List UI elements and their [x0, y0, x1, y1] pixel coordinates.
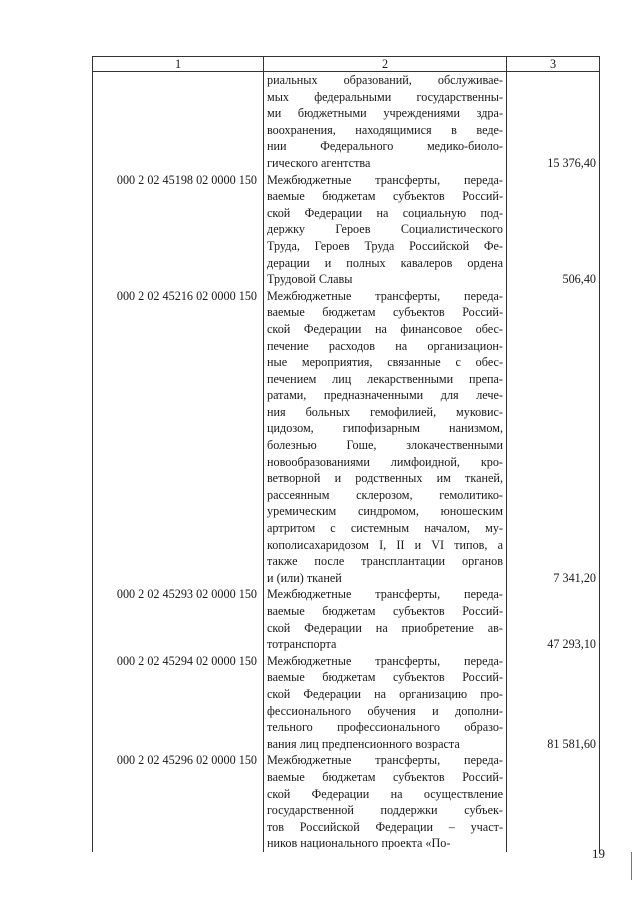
table-row — [93, 752, 600, 852]
sum-cell — [507, 172, 600, 288]
code-cell: 000 2 02 45216 02 0000 150 — [93, 288, 264, 587]
table-header-row — [93, 57, 600, 72]
sum-cell — [507, 653, 600, 753]
description-line: ные мероприятия, связанные с обес- — [267, 355, 503, 370]
description-line: кополисахаридозом I, II и VI типов, а — [267, 537, 503, 552]
description-line: фессионального обучения и дополни- — [267, 703, 503, 718]
description-line: цидозом, гипофизарным нанизмом, — [267, 421, 503, 436]
description-line: дерации и полных кавалеров ордена — [267, 255, 503, 270]
description-cell — [264, 752, 507, 852]
sum-value: 15 376,40 — [547, 155, 596, 170]
code-cell — [93, 72, 264, 172]
code-cell: 000 2 02 45198 02 0000 150 — [93, 172, 264, 288]
description-cell — [264, 653, 507, 753]
description-line: также после трансплантации органов — [267, 554, 503, 569]
description-line: печением лиц лекарственными препа- — [267, 371, 503, 386]
description-line: рассеянным склерозом, гемолитико- — [267, 487, 503, 502]
description-line: ской Федерации на приобретение ав- — [267, 620, 503, 635]
description-line: ской Федерации на организацию про- — [267, 686, 503, 701]
description-line: ваемые бюджетам субъектов Россий- — [267, 305, 503, 320]
description-line: держку Героев Социалистического — [267, 222, 503, 237]
sum-value: 506,40 — [562, 272, 596, 287]
sum-value: 7 341,20 — [553, 570, 596, 585]
description-line: и (или) тканей — [267, 570, 342, 585]
description-line: Межбюджетные трансферты, переда- — [267, 653, 503, 668]
description-cell — [264, 172, 507, 288]
description-line: ваемые бюджетам субъектов Россий- — [267, 769, 503, 784]
table-row — [93, 653, 600, 753]
table-body — [93, 72, 600, 852]
description-line: ратами, предназначенными для лече- — [267, 388, 503, 403]
description-line: Трудовой Славы — [267, 272, 353, 287]
description-line: риальных образований, обслуживае- — [267, 73, 503, 87]
description-cell — [264, 72, 507, 172]
description-line: Труда, Героев Труда Российской Фе- — [267, 238, 503, 253]
header-col-1: 1 — [93, 57, 264, 72]
description-line: ваемые бюджетам субъектов Россий- — [267, 189, 503, 204]
description-line: ми бюджетными учреждениями здра- — [267, 106, 503, 121]
description-line: воохранения, находящимися в веде- — [267, 122, 503, 137]
description-cell — [264, 586, 507, 652]
table-row — [93, 288, 600, 587]
description-line: уремическим синдромом, юношеским — [267, 504, 503, 519]
description-line: ской Федерации на финансовое обес- — [267, 321, 503, 336]
description-line: вания лиц предпенсионного возраста — [267, 736, 460, 751]
sum-cell — [507, 72, 600, 172]
description-line: тельного профессионального образо- — [267, 720, 503, 735]
description-line: гического агентства — [267, 155, 371, 170]
sum-value: 81 581,60 — [547, 736, 596, 751]
code-cell: 000 2 02 45294 02 0000 150 — [93, 653, 264, 753]
sum-cell — [507, 586, 600, 652]
description-line: Межбюджетные трансферты, переда- — [267, 288, 503, 303]
sum-cell — [507, 752, 600, 852]
description-line: ваемые бюджетам субъектов Россий- — [267, 604, 503, 618]
table-row — [93, 172, 600, 288]
description-line: нии Федерального медико-биоло- — [267, 139, 503, 154]
table-row — [93, 72, 600, 172]
description-line: Межбюджетные трансферты, переда- — [267, 172, 503, 187]
description-line: артритом с системным началом, му- — [267, 521, 503, 536]
description-line: тов Российской Федерации – участ- — [267, 819, 503, 834]
page-number: 19 — [592, 846, 605, 861]
description-cell — [264, 288, 507, 587]
budget-table — [92, 56, 599, 852]
table-row — [93, 586, 600, 652]
description-line: новообразованиями лимфоидной, кро- — [267, 454, 503, 469]
code-cell: 000 2 02 45293 02 0000 150 — [93, 586, 264, 652]
description-line: печение расходов на организацион- — [267, 338, 503, 353]
description-line: тотранспорта — [267, 637, 337, 652]
description-line: ветворной и родственных им тканей, — [267, 471, 503, 486]
sum-cell — [507, 288, 600, 587]
description-line: мых федеральными государственны- — [267, 89, 503, 104]
code-cell: 000 2 02 45296 02 0000 150 — [93, 752, 264, 852]
description-line: болезнью Гоше, злокачественными — [267, 438, 503, 453]
scan-edge-mark — [631, 852, 632, 880]
description-line: государственной поддержки субъек- — [267, 803, 503, 818]
header-col-3: 3 — [507, 57, 600, 72]
sum-value: 47 293,10 — [547, 637, 596, 652]
description-line: Межбюджетные трансферты, переда- — [267, 753, 503, 768]
description-line: ской Федерации на социальную под- — [267, 205, 503, 220]
description-line: ваемые бюджетам субъектов Россий- — [267, 670, 503, 685]
description-line: ской Федерации на осуществление — [267, 786, 503, 801]
description-line: Межбюджетные трансферты, переда- — [267, 587, 503, 602]
description-line: ников национального проекта «По- — [267, 836, 451, 851]
header-col-2: 2 — [264, 57, 507, 72]
description-line: ния больных гемофилией, муковис- — [267, 404, 503, 419]
